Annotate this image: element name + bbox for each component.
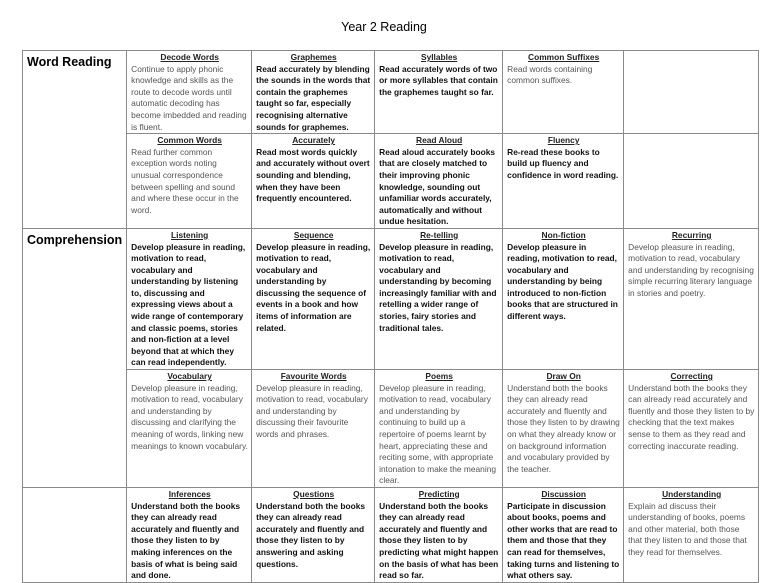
objective-text: Explain ad discuss their understanding of books, poems and other material, both those that they listen to and those that they read for themselves.: [628, 500, 747, 557]
section-label: Word Reading: [23, 51, 127, 134]
objective-text: Understand both the books they can already read accurately and fluently and those they listen to by making inferences on the basis of what is being said and done.: [131, 500, 241, 581]
table-row: [23, 134, 759, 229]
table-row: [23, 487, 759, 582]
section-label-continuation: [23, 487, 127, 582]
objective-cell: [624, 51, 759, 134]
objective-text: Read further common exception words noting unusual correspondence between spelling and sound and where these occur in the word.: [131, 146, 239, 215]
objective-cell: [252, 134, 375, 229]
objective-cell: [127, 487, 252, 582]
objective-text: Develop pleasure in reading, motivation to read, vocabulary and understanding by discussing the sequence of events in a book and how items of information are related.: [256, 241, 371, 333]
section-label-continuation: [23, 370, 127, 488]
objective-cell: [503, 51, 624, 134]
objective-text: Develop pleasure in reading, motivation to read, vocabulary and understanding by recognising simple recurring literary language in stories and poetry.: [628, 241, 754, 298]
objective-cell: [375, 51, 503, 134]
objective-cell: [127, 228, 252, 369]
table-row: [23, 228, 759, 369]
objective-cell: [503, 134, 624, 229]
objective-text: Read most words quickly and accurately without overt sounding and blending, when they have been frequently encountered.: [256, 146, 370, 204]
objective-heading: Questions: [293, 488, 335, 499]
objective-cell: [127, 134, 252, 229]
objective-text: Re-read these books to build up fluency and confidence in word reading.: [507, 146, 619, 180]
objective-heading: Syllables: [420, 52, 458, 62]
objective-text: Continue to apply phonic knowledge and skills as the route to decode words until automatic decoding has become imbedded and reading is fluent.: [131, 63, 247, 132]
objective-heading: Discussion: [541, 488, 586, 499]
objective-heading: Vocabulary: [167, 371, 212, 382]
objective-heading: Non-fiction: [541, 229, 586, 240]
objective-text: Develop pleasure in reading, motivation to read, vocabulary and understanding by being introduced to non-fiction books that are structured in different ways.: [507, 241, 618, 322]
objective-cell: [127, 51, 252, 134]
objective-cell: [252, 228, 375, 369]
objective-text: Read accurately by blending the sounds in the words that contain the graphemes taught so far, especially recognising alternative sounds for graphemes.: [256, 63, 371, 132]
section-label-continuation: [23, 134, 127, 229]
objective-cell: [127, 370, 252, 488]
objective-heading: Re-telling: [420, 229, 459, 240]
objective-text: Participate in discussion about books, poems and other works that are read to them and those that they can read for themselves, taking turns and listening to what others say.: [507, 500, 620, 581]
objective-heading: Sequence: [293, 229, 334, 240]
objective-text: Read words containing common suffixes.: [507, 63, 593, 86]
objective-heading: Decode Words: [160, 52, 219, 62]
table-row: [23, 370, 759, 488]
objective-text: Read accurately words of two or more syllables that contain the graphemes taught so far.: [379, 63, 498, 97]
objective-cell: [252, 51, 375, 134]
objective-text: Develop pleasure in reading, motivation to read, vocabulary and understanding by becoming increasingly familiar with and retelling a wider range of stories, fairy stories and traditional tales.: [379, 241, 497, 333]
objective-cell: [375, 228, 503, 369]
objective-text: Develop pleasure in reading, motivation to read, vocabulary and understanding by discussing their favourite words and phrases.: [256, 382, 368, 439]
page-title: Year 2 Reading: [341, 20, 427, 34]
objective-cell: [503, 370, 624, 488]
objective-heading: Accurately: [292, 135, 336, 146]
objective-heading: Poems: [425, 371, 453, 382]
reading-objectives-table: [22, 50, 759, 583]
objective-cell: [375, 134, 503, 229]
objective-cell: [375, 370, 503, 488]
objective-text: Understand both the books they can already read accurately and fluently and those they listen to by answering and asking questions.: [256, 500, 366, 569]
objective-text: Develop pleasure in reading, motivation to read, vocabulary and understanding by continuing to build up a repertoire of poems learnt by heart, appreciating these and reciting some, with appropriate intonation to make the meaning clear.: [379, 382, 497, 486]
objective-heading: Predicting: [418, 488, 460, 499]
objective-text: Read aloud accurately books that are closely matched to their improving phonic knowledge, sounding out unfamiliar words accurately, automatically and without undue hesitation.: [379, 146, 496, 227]
objective-cell: [624, 134, 759, 229]
objective-heading: Common Words: [157, 135, 222, 146]
objective-heading: Listening: [171, 229, 209, 240]
objective-heading: Favourite Words: [280, 371, 347, 382]
objective-text: Develop pleasure in reading, motivation to read, vocabulary and understanding by listening to, discussing and expressing views about a wide range of contemporary and classic poems, stories and non-fiction at a level beyond that at which they can read independently.: [131, 241, 246, 368]
objective-cell: [503, 228, 624, 369]
objective-text: Understand both the books they can already read accurately and fluently and those they listen to by predicting what might happen on the basis of what has been read so far.: [379, 500, 499, 581]
objective-heading: Read Aloud: [416, 135, 463, 146]
objective-cell: [624, 228, 759, 369]
objective-heading: Fluency: [547, 135, 580, 146]
section-label: Comprehension: [23, 228, 127, 369]
objective-cell: [375, 487, 503, 582]
table-row: [23, 51, 759, 134]
objective-cell: [624, 487, 759, 582]
objective-cell: [503, 487, 624, 582]
objective-text: Understand both the books they can already read accurately and fluently and those they listen to by checking that the text makes sense to them as they read and correcting inaccurate reading.: [628, 382, 755, 451]
objective-cell: [252, 487, 375, 582]
objective-text: Develop pleasure in reading, motivation to read, vocabulary and understanding by discussing and clarifying the meaning of words, linking new meanings to known vocabulary.: [131, 382, 248, 451]
objective-heading: Draw On: [546, 371, 581, 382]
objective-cell: [252, 370, 375, 488]
objective-text: Understand both the books they can already read accurately and fluently and those they listen to by drawing on what they already know or on background information and vocabulary provided by the teacher.: [507, 382, 620, 474]
objective-heading: Recurring: [671, 229, 712, 240]
objective-heading: Understanding: [662, 488, 722, 499]
objective-heading: Correcting: [670, 371, 713, 382]
objective-heading: Inferences: [168, 488, 211, 499]
objective-cell: [624, 370, 759, 488]
objective-heading: Graphemes: [290, 52, 337, 62]
objective-heading: Common Suffixes: [528, 52, 600, 62]
